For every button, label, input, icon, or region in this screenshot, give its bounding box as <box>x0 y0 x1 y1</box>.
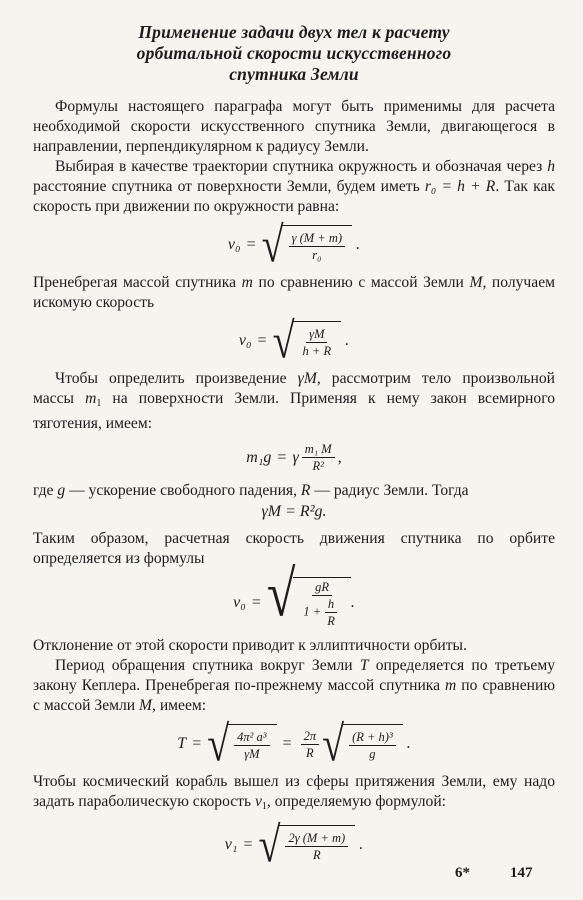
formula-gravitation-law: m₁g = γ $\frac{\text{m₁ M}}{\text{R²}}$ , <box>246 442 342 473</box>
page-number: 147 <box>510 865 533 881</box>
formula-parabolic-velocity: v₁ = √ $\frac{2\gamma (M + m)}{R}$ . <box>224 816 364 873</box>
paragraph-6: Таким образом, расчетная скорость движения спутника по орбите определяется из формулы <box>33 530 555 567</box>
paragraph-5: где g — ускорение свободного падения, R — радиус Земли. Тогда <box>33 482 469 499</box>
formula-kepler-period: T = √ $\frac{\text{4π² a³}}{\gamma M}$ = $\frac{2\pi}{R}$ √ $\frac{\text{(R + h)³}}{g}$ . <box>177 715 411 772</box>
paragraph-8: Период обращения спутника вокруг Земли T определяется по третьему закону Кеплера. Пренебрегая по-прежнему массой спутника m по сравнению с массой Земли M, имеем: <box>33 657 556 714</box>
formula-velocity-g: v₀ = √ gR 1 + $\frac{h}{R}$ . <box>233 559 355 631</box>
formula-orbital-velocity: v₀ = √ $\frac{\gamma M}{h + R}$ . <box>238 312 350 369</box>
paragraph-2: Выбирая в качестве траектории спутника окружность и обозначая через h расстояние спутника от поверхности Земли, будем иметь r₀ = h + R. Так как скорость при движении по окружности равна: <box>33 158 555 215</box>
paragraph-9: Чтобы космический корабль вышел из сферы притяжения Земли, ему надо задать параболическую скорость $v_1$, определяемую формулой: <box>33 773 555 812</box>
title-line-1: Применение задачи двух тел к расчету <box>138 22 450 42</box>
signature-mark: 6* <box>455 865 470 881</box>
section-title <box>33 22 555 85</box>
paragraph-3: Пренебрегая массой спутника m по сравнению с массой Земли M, получаем искомую скорость <box>33 274 555 311</box>
title-line-2: орбитальной скорости искусственного <box>136 43 452 63</box>
formula-orbital-velocity-full: v₀ = √ $\frac{\gamma (M + m)}{\text{r₀}}$ . <box>227 216 361 273</box>
paragraph-4: Чтобы определить произведение γM, рассмотрим тело произвольной массы $m_1$ на поверхности Земли. Применяя к нему закон всемирного тяготения, имеем: <box>33 370 555 432</box>
page-content <box>33 22 555 873</box>
formula-gamma-m: γM = R²g. <box>261 503 327 520</box>
paragraph-7: Отклонение от этой скорости приводит к эллиптичности орбиты. <box>33 637 467 654</box>
paragraph-1: Формулы настоящего параграфа могут быть применимы для расчета необходимой скорости искусственного спутника Земли, двигающегося в направлении, перпендикулярном к радиусу Земли. <box>33 98 555 155</box>
title-line-3: спутника Земли <box>229 64 359 84</box>
